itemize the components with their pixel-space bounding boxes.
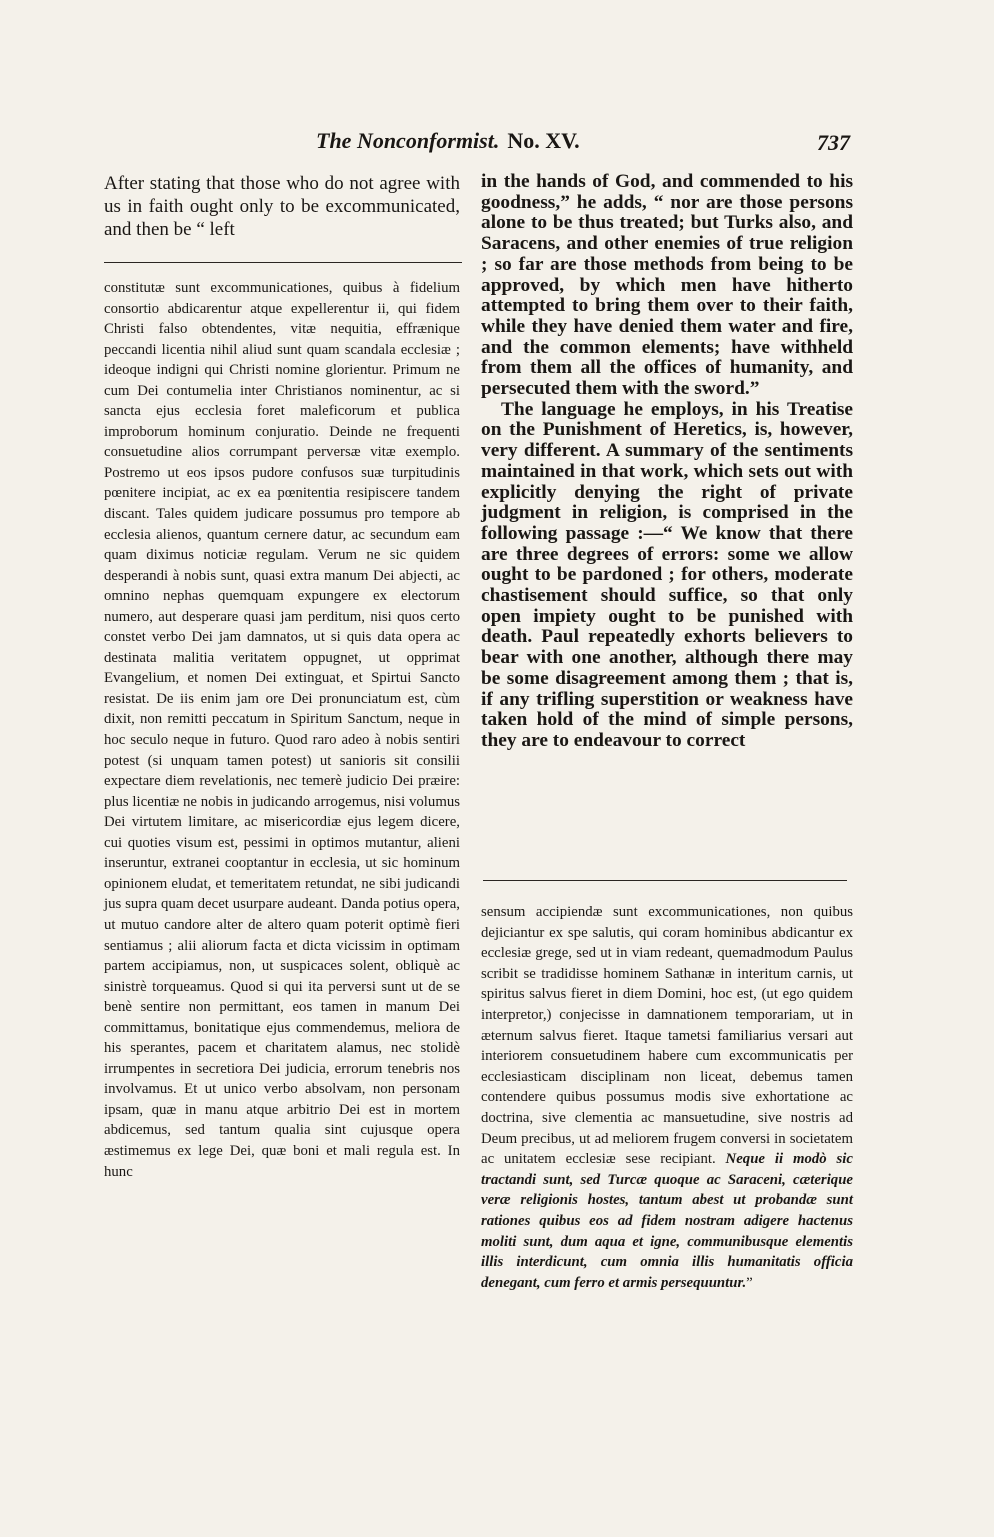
main-paragraph-right-1: in the hands of God, and commended to his goodness,” he adds, “ nor are those persons alone to be thus treated; but Turks also, and Saracens, and other enemies of true religion ; so far are those methods from being to be approved, by which men have hitherto attempted to bring them over to their faith, while they have denied them water and fire, and the common elements; have withheld from them all the offices of humanity, and persecuted them with the sword.” xyxy=(481,171,853,400)
page-number: 737 xyxy=(817,130,850,155)
main-paragraph-left: After stating that those who do not agree with us in faith ought only to be excommunicated, and then be “ left xyxy=(104,173,460,240)
footnote-rule-left xyxy=(104,262,462,263)
footnote-italic-quote: Neque ii modò sic tractandi sunt, sed Turcæ quoque ac Saraceni, cæterique veræ religionis hostes, tantum abest ut probandæ sunt rationes quibus eos ad fidem nostram adigere hactenus moliti sunt, dum aqua et igne, communibusque elementis illis interdicunt, cum omnia illis humanitatis officia denegant, cum ferro et armis persequuntur. xyxy=(481,1151,853,1291)
footnote-closing-quote: ” xyxy=(746,1274,753,1291)
footnote-rule-right xyxy=(483,880,847,881)
right-footnote xyxy=(481,902,853,1293)
left-footnote xyxy=(104,278,460,1182)
footnote-paragraph-left: constitutæ sunt excommunicationes, quibus à fidelium consortio abdicarentur atque expellerentur ii, qui fidem Christi falso obtendentes, vitæ nequitia, effrænique peccandi licentia nihil aliud sunt quam scandala ecclesiæ ; ideoque indigni qui Christi nomine glorientur. Primum ne cum Dei contumelia inter Christianos nominentur, ac si sancta ejus ecclesia foret maleficorum et publica improborum hominum conjuratio. Deinde ne frequenti consuetudine alios corrumpant perversæ vitæ exemplo. Postremo ut eos ipsos pudore confusos suæ turpitudinis pœnitere incipiat, ac ex ea pœnitentia resipiscere tandem discant. Tales quidem judicare possumus pro tempore ab ecclesia alienos, quantum cernere datur, ac secundum eam quam diximus noticiæ regulam. Verum ne sic quidem desperandi à nobis sunt, quasi extra manum Dei abjecti, ac omnino nephas quemquam expungere ex electorum numero, aut desperare quasi jam perditum, nisi quos certo constet verbo Dei jam damnatos, ut si quis data opera ac destinata malitia veritatem oppugnet, ut opprimat Evangelium, et nomen Dei extinguat, et Spirtui Sancto resistat. De iis enim jam ore Dei pronunciatum est, cùm dixit, non remitti peccatum in Spiritum Sanctum, neque in hoc seculo neque in futuro. Quod raro adeo à nobis sentiri potest (si unquam tamen potest) ut sanioris sit consilii expectare diem revelationis, nec temerè judicio Dei præire: plus licentiæ ne nobis in judicando arrogemus, nisi volumus Dei virtutem limitare, ac misericordiæ ejus legem dicere, cui quoties visum est, pessimi in optimos mutantur, alieni inseruntur, extranei cooptantur in ecclesia, ut sic hominum opinionem eludat, et temeritatem retundat, ne sibi judicandi jus supra quam decet usurpare audeant. Danda potius opera, ut mutuo candore alter de altero quam poterit optimè fieri sentiamus ; alii aliorum facta et dicta vicissim in optimam partem accipiamus, non, ut suspicaces solent, obliquè ac sinistrè torqueamus. Quod si qui ita perversi sunt ut de se benè sentire non permittant, eos tamen in manum Dei committamus, bonitatique ejus commendemus, meliora de his sperantes, pacem et charitatem alamus, nec stolidè irrumpentes in secretiora Dei judicia, errorum tenebris nos involvamus. Et ut unico verbo absolvam, non personam ipsam, quæ in manu atque arbitrio Dei est in mortem abdicemus, sed tantum qualia sint cujusque opera æstimemus ex lege Dei, quæ boni et mali regula est. In hunc xyxy=(104,280,460,1180)
main-paragraph-right-2: The language he employs, in his Treatise on the Punishment of Heretics, is, however, very different. A summary of the sentiments maintained in that work, which sets out with explicitly denying the right of private judgment in religion, is comprised in the following passage :—“ We know that there are three degrees of errors: some we allow ought to be pardoned ; for others, moderate chastisement should suffice, so that only open impiety ought to be punished with death. Paul repeatedly exhorts believers to bear with one another, although there may be some disagreement among them ; that is, if any trifling superstition or weakness have taken hold of the mind of simple persons, they are to endeavour to correct xyxy=(481,398,853,751)
running-title xyxy=(316,128,580,154)
running-title-text: The Nonconformist. xyxy=(316,128,500,153)
running-header xyxy=(0,128,994,156)
footnote-roman-text: sensum accipiendæ sunt excommunicationes, non quibus dejiciantur ex spe salutis, qui coram hominibus abdicantur ex ecclesiæ grege, sed ut in viam redeant, quemadmodum Paulus scribit se tradidisse hominem Sathanæ in interitum carnis, ut spiritus salvus fieret in diem Domini, hoc est, (ut ego quidem interpretor,) conjecisse in damnationem temporariam, ut in æternum salvus fieret. Itaque tametsi familiarius versari aut interiorem consuetudinem habere cum excommunicatis per ecclesiasticam disciplinam non liceat, debemus tamen contendere quibus possumus modis sive exhortatione ac doctrina, sive clementia ac mansuetudine, sive nostris ad Deum precibus, ut ad meliorem frugem conversi in societatem ac unitatem ecclesiæ sese recipiant. xyxy=(481,904,853,1168)
left-main-text xyxy=(104,172,460,241)
footnote-paragraph-right xyxy=(481,902,853,1293)
right-main-text xyxy=(481,172,853,752)
issue-number: No. XV. xyxy=(507,128,580,153)
